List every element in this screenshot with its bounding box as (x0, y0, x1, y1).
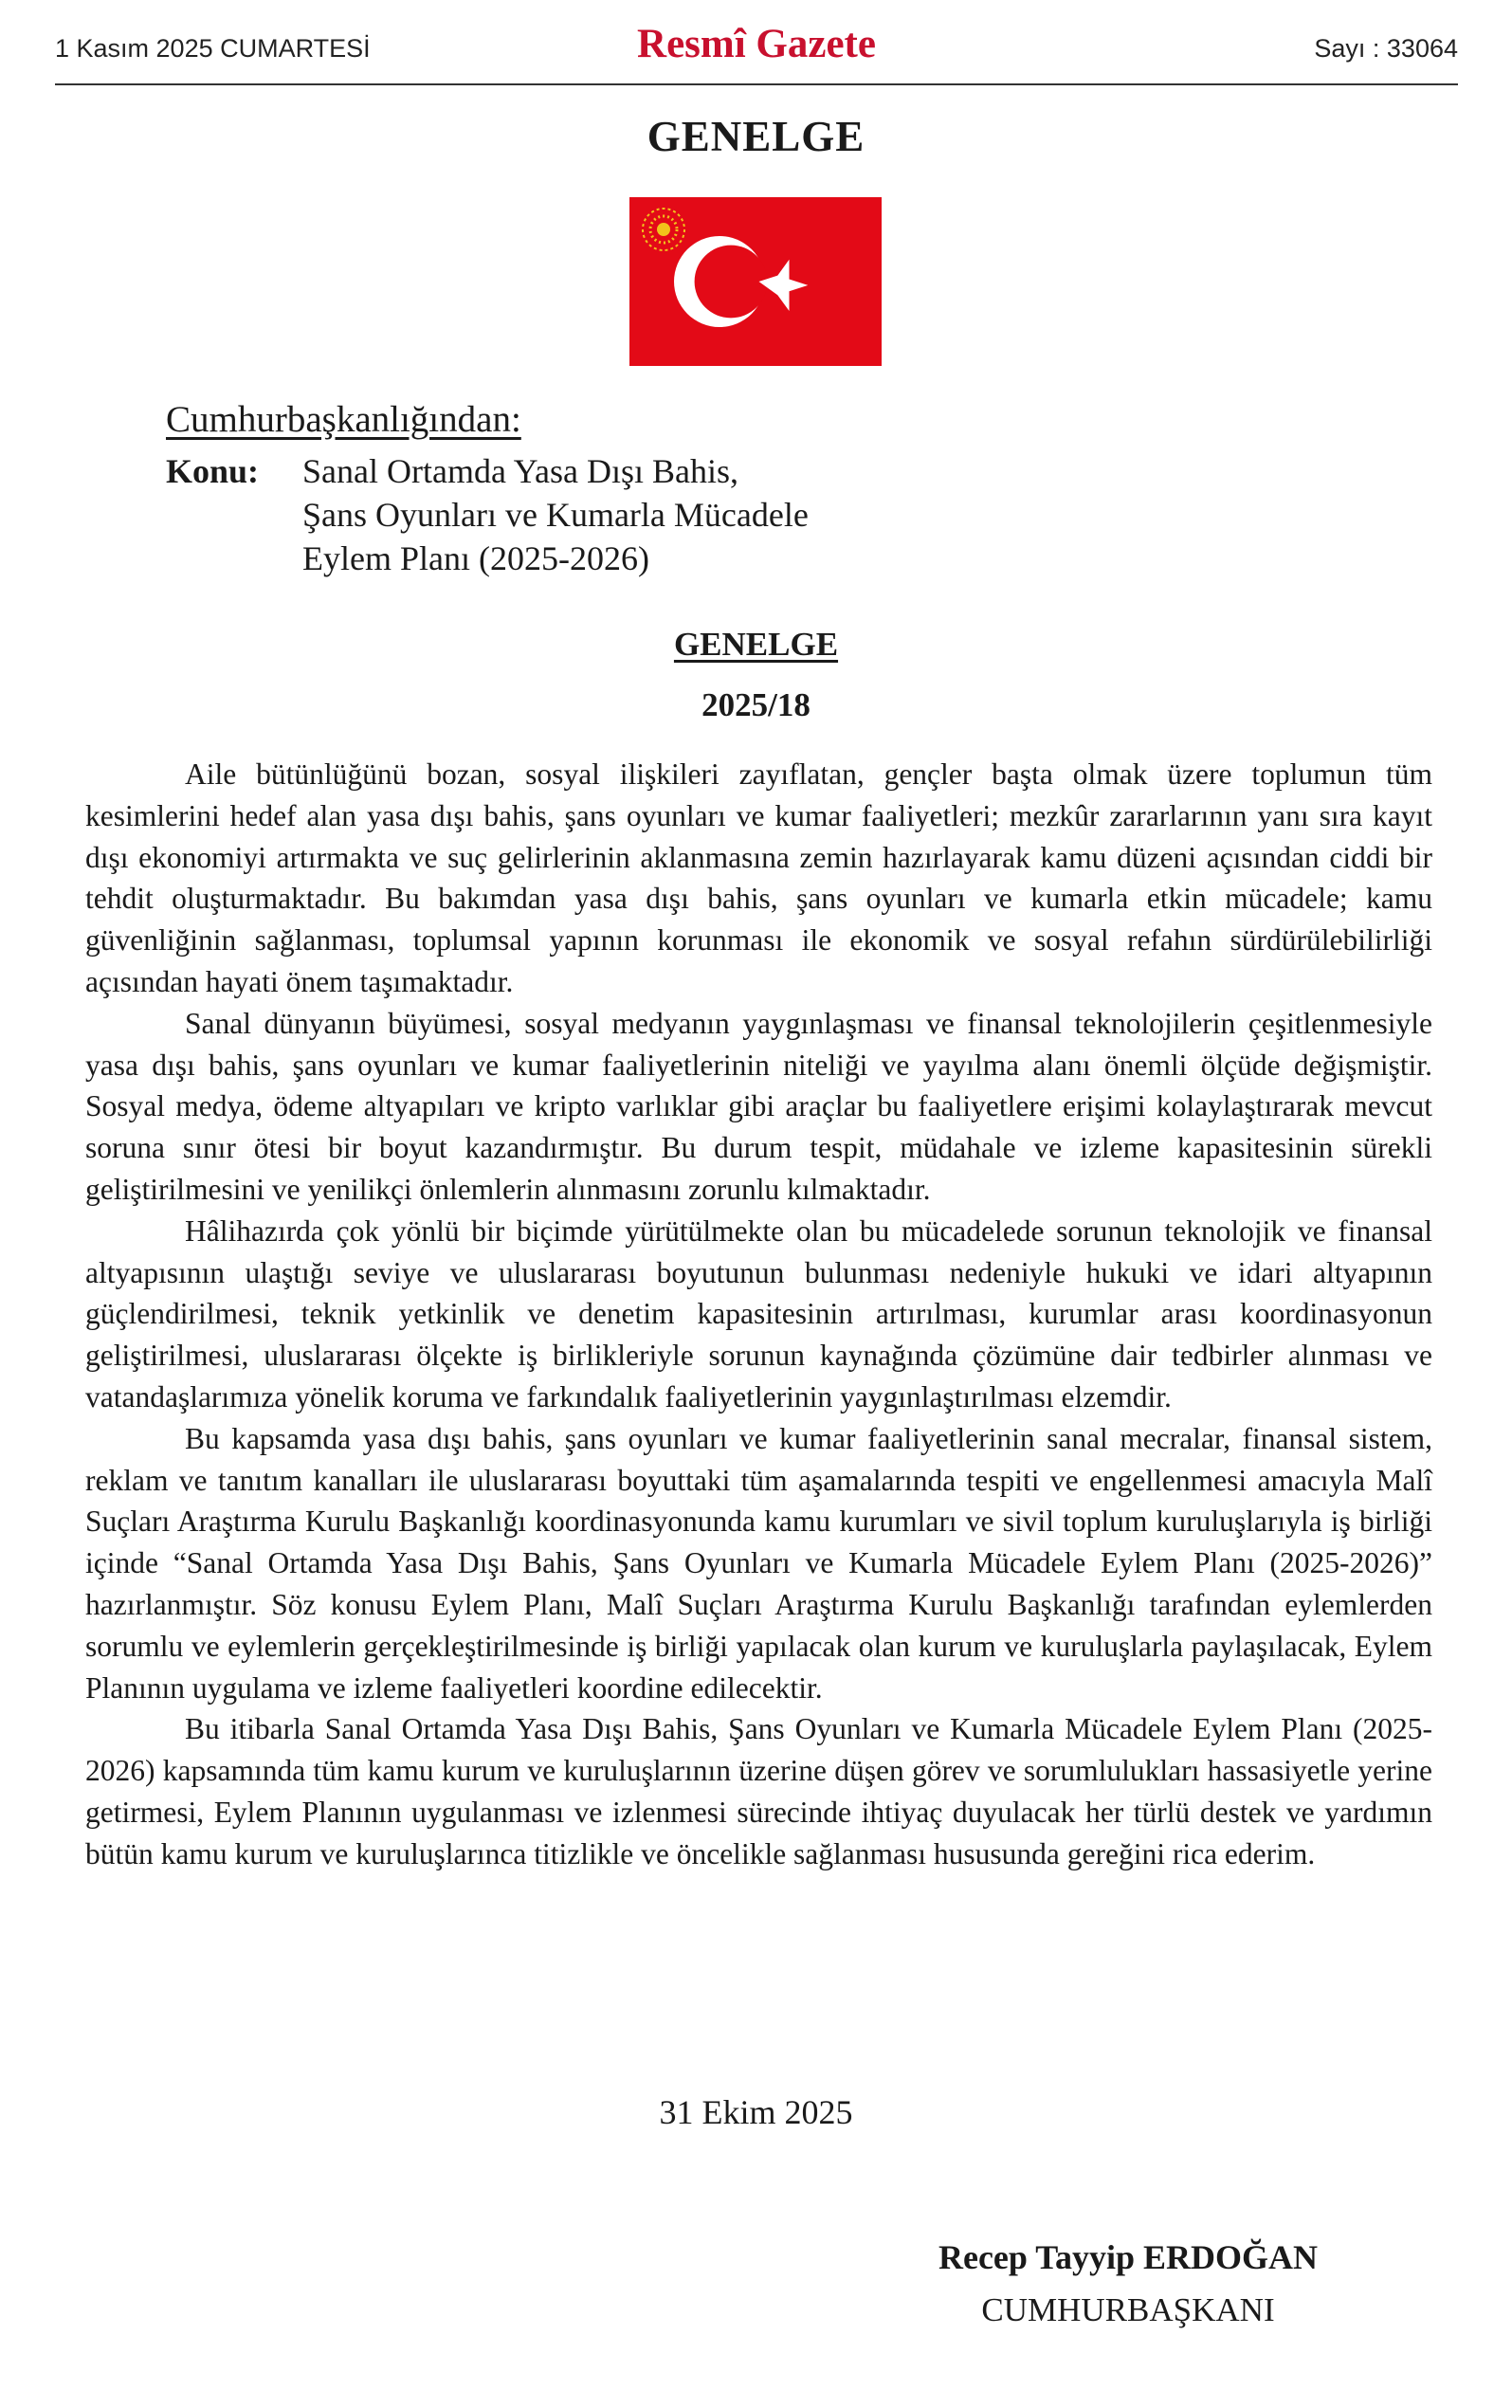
subject-line: Eylem Planı (2025-2026) (302, 539, 649, 577)
issuer: Cumhurbaşkanlığından: (166, 399, 521, 440)
subject-line: Şans Oyunları ve Kumarla Mücadele (302, 496, 809, 534)
subject-line: Sanal Ortamda Yasa Dışı Bahis, (302, 452, 738, 490)
document-type: GENELGE (647, 113, 865, 160)
flag-emblem-icon (629, 197, 882, 366)
signer-name: Recep Tayyip ERDOĞAN (938, 2238, 1319, 2276)
signature-date: 31 Ekim 2025 (659, 2093, 853, 2131)
body-paragraph: Hâlihazırda çok yönlü bir biçimde yürütülmekte olan bu mücadelede sorunun teknolojik ve finansal altyapısının ulaştığı seviye ve uluslararası boyutunun bulunması nedeniyle hukuki ve idari altyapının güçlendirilmesi, teknik yetkinlik ve denetim kapasitesinin artırılması, kurumlar arası koordinasyonun geliştirilmesi, uluslararası ölçekte iş birlikleriyle sorunun kaynağında çözümüne dair tedbirler alınması ve vatandaşlarımıza yönelik koruma ve farkındalık faaliyetlerinin yaygınlaştırılması elzemdir. (85, 1213, 1432, 1414)
body-paragraph: Bu kapsamda yasa dışı bahis, şans oyunları ve kumar faaliyetlerinin sanal mecralar, finansal sistem, reklam ve tanıtım kanalları ile uluslararası boyuttaki tüm aşamalarında tespiti ve engellenmesi amacıyla Malî Suçları Araştırma Kurulu Başkanlığı koordinasyonunda kamu kurumları ve sivil toplum kuruluşlarıyla iş birliği içinde “Sanal Ortamda Yasa Dışı Bahis, Şans Oyunları ve Kumarla Mücadele Eylem Planı (2025-2026)” hazırlanmıştır. Söz konusu Eylem Planı, Malî Suçları Araştırma Kurulu Başkanlığı tarafından eylemlerden sorumlu ve eylemlerin gerçekleştirilmesinde iş birliği yapılacak olan kurum ve kuruluşlarla paylaşılacak, Eylem Planının uygulama ve izleme faaliyetleri koordine edilecektir. (85, 1421, 1432, 1705)
body-paragraph: Aile bütünlüğünü bozan, sosyal ilişkileri zayıflatan, gençler başta olmak üzere toplumun tüm kesimlerini hedef alan yasa dışı bahis, şans oyunları ve kumar faaliyetleri; mezkûr zararlarının yanı sıra kayıt dışı ekonomiyi artırmakta ve suç gelirlerinin aklanmasına zemin hazırlayarak kamu düzeni açısından ciddi bir tehdit oluşturmaktadır. Bu bakımdan yasa dışı bahis, şans oyunları ve kumarla etkin mücadele; kamu güvenliğinin sağlanması, toplumsal yapının korunması ile ekonomik ve sosyal refahın sürdürülebilirliği açısından hayati önem taşımaktadır. (85, 757, 1432, 998)
gazette-header (55, 21, 1458, 85)
circular-number: 2025/18 (701, 686, 811, 723)
subject-text (302, 449, 966, 580)
body-paragraph: Sanal dünyanın büyümesi, sosyal medyanın yaygınlaşması ve finansal teknolojilerin çeşitlenmesiyle yasa dışı bahis, şans oyunları ve kumar faaliyetlerinin niteliği ve yayılma alanı önemli ölçüde değişmiştir. Sosyal medya, ödeme altyapıları ve kripto varlıklar gibi araçlar bu faaliyetlere erişimi kolaylaştırarak mevcut soruna sınır ötesi bir boyut kazandırmıştır. Bu durum tespit, müdahale ve izleme kapasitesinin sürekli geliştirilmesini ve yenilikçi önlemlerin alınmasını zorunlu kılmaktadır. (85, 1006, 1432, 1206)
crescent-inner (695, 246, 768, 319)
subject-label: Konu: (166, 452, 260, 490)
body-paragraph: Bu itibarla Sanal Ortamda Yasa Dışı Bahis, Şans Oyunları ve Kumarla Mücadele Eylem Planı (2025-2026) kapsamında tüm kamu kurum ve kuruluşlarının üzerine düşen görev ve sorumlulukları hassasiyetle yerine getirmesi, Eylem Planının uygulanması ve izlenmesi sürecinde ihtiyaç duyulacak her türlü destek ve yardımın bütün kamu kurum ve kuruluşlarınca titizlikle ve öncelikle sağlanması hususunda gereğini rica ederim. (85, 1712, 1432, 1870)
circular-body (85, 754, 1432, 1875)
circular-title: GENELGE (673, 626, 839, 663)
issue-number: Sayı : 33064 (1314, 34, 1458, 63)
signer-title: CUMHURBAŞKANI (981, 2291, 1275, 2328)
gazette-title: Resmî Gazete (637, 22, 876, 66)
header-date: 1 Kasım 2025 CUMARTESİ (55, 34, 371, 63)
